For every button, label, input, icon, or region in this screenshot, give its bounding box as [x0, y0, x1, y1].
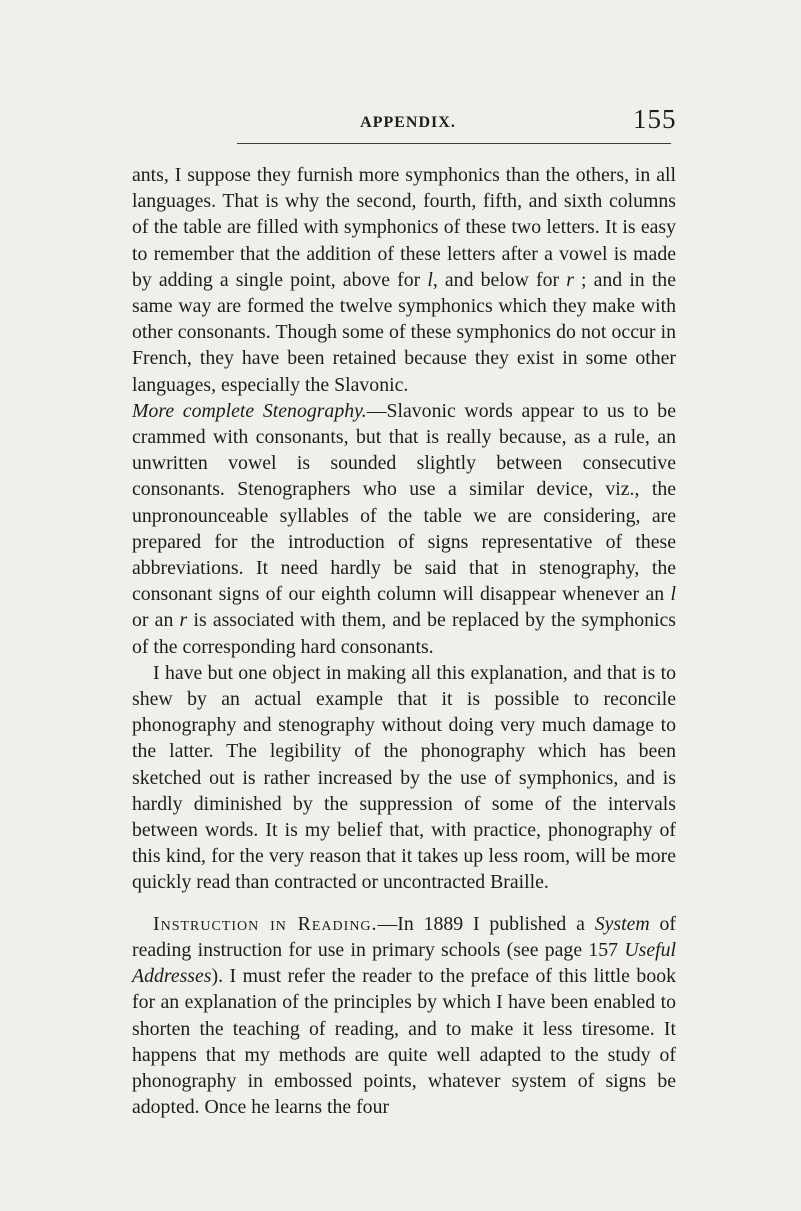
reference-title: Useful Addresses — [132, 938, 676, 988]
paragraph-text: ; and in the same way are formed the twelve symphonics which they make with other consonants. Though some of these symphonics do not occur in French, they have been retained because they exist in some other languages, especially the Slavonic. — [132, 268, 676, 396]
paragraph-text: I have but one object in making all this explanation, and that is to shew by an actual example that it is possible to reconcile phonography and stenography without doing very much damage to the latter. The legibility of the phonography which has been sketched out is rather increased by the use of symphonics, and is hardly diminished by the suppression of some of the intervals between words. It is my belief that, with practice, phonography of this kind, for the very reason that it takes up less room, will be more quickly read than contracted or uncontracted Braille. — [132, 661, 676, 894]
italic-letter-r: r — [179, 609, 188, 632]
paragraph-text: ). I must refer the reader to the preface of this little book for an explanation of the principles by which I have been enabled to shorten the teaching of reading, and to make it less tiresome. It happens that my methods are quite well adapted to the study of phonography in embossed points, whatever system of signs be adopted. Once he learns the four — [132, 965, 676, 1119]
header-rule — [237, 143, 671, 144]
italic-letter-l: l — [427, 268, 433, 291]
paragraph-text: of reading instruction for use in primary schools (see page 157 — [132, 912, 676, 961]
paragraph-continuation — [132, 162, 676, 398]
italic-letter-l: l — [670, 583, 676, 606]
paragraph-text: is associated with them, and be replaced by the symphonics of the corresponding hard consonants. — [132, 609, 677, 658]
book-title: System — [594, 912, 650, 935]
section-heading: More complete Stenography. — [132, 399, 367, 422]
italic-letter-r: r — [566, 268, 574, 291]
paragraph-stenography — [132, 398, 676, 660]
page-number: 155 — [633, 104, 677, 134]
paragraph-text: —Slavonic words appear to us to be crammed with consonants, but that is really because, as a rule, an unwritten vowel is sounded slightly between consecutive consonants. Stenographers who use a similar device, viz., the unpronounceable syllables of the table we are considering, are prepared for the introduction of signs representative of these abbreviations. It need hardly be said that in stenography, the consonant signs of our eighth column will disappear whenever an — [132, 399, 676, 606]
body-text — [132, 162, 676, 1120]
paragraph-text: ants, I suppose they furnish more symphonics than the others, in all languages. That is why the second, fourth, fifth, and sixth columns of the table are filled with symphonics of these two letters. It is easy to remember that the addition of these letters after a vowel is made by adding a single point, above for — [132, 164, 676, 291]
paragraph-text: , and below for — [432, 268, 567, 291]
running-title: APPENDIX. — [360, 114, 456, 131]
paragraph-explanation — [132, 660, 676, 896]
paragraph-text: —In 1889 I published a — [377, 912, 595, 935]
paragraph-instruction — [132, 911, 676, 1121]
paragraph-text: or an — [132, 609, 180, 632]
section-heading: Instruction in Reading. — [153, 912, 378, 935]
